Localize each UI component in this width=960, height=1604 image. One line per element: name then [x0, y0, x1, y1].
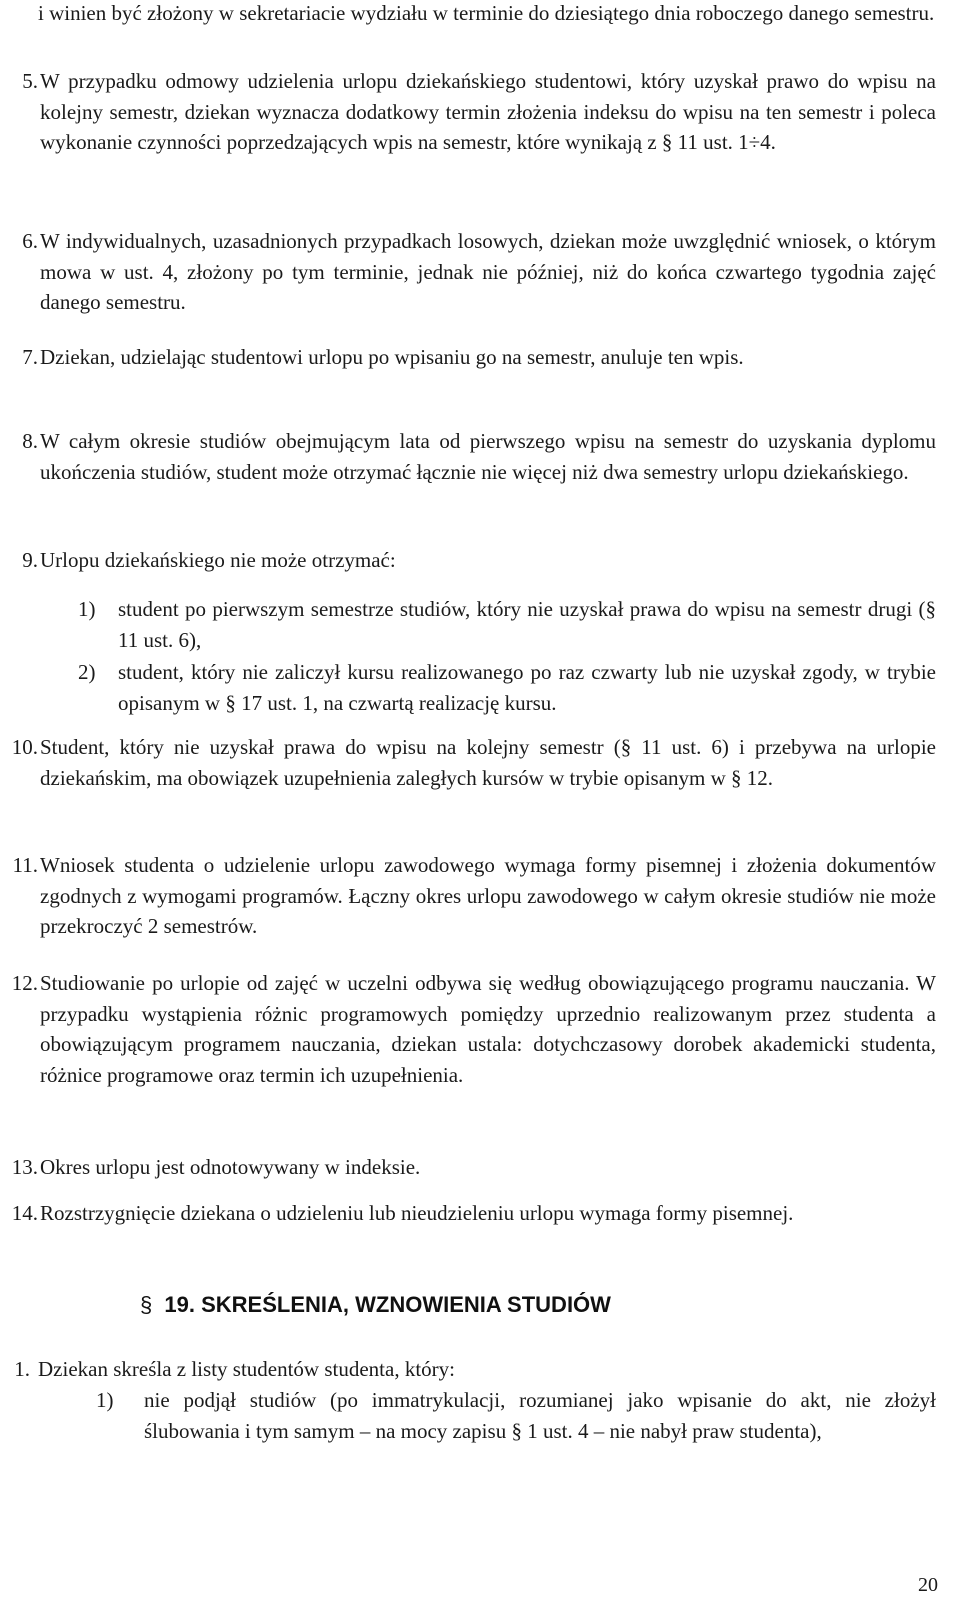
sub-item-text: student po pierwszym semestrze studiów, który nie uzyskał prawa do wpisu na semestr drugi (§ 11 ust. 6), [118, 597, 936, 652]
item-text: W indywidualnych, uzasadnionych przypadkach losowych, dziekan może uwzględnić wniosek, o którym mowa w ust. 4, złożony po tym terminie, jednak nie później, niż do końca czwartego tygodnia zajęć danego semestru. [40, 229, 936, 314]
item-number: 13. [11, 1155, 38, 1179]
item-text: W przypadku odmowy udzielenia urlopu dziekańskiego studentowi, który uzyskał prawo do wpisu na kolejny semestr, dziekan wyznacza dodatkowy termin złożenia indeksu do wpisu na ten semestr i poleca wykonanie czynności poprzedzających wpis na semestr, które wynikają z § 11 ust. 1÷4. [40, 69, 936, 154]
item-number: 6. [22, 229, 38, 253]
page-number: 20 [918, 1574, 938, 1596]
item-text: Urlopu dziekańskiego nie może otrzymać: [40, 548, 396, 572]
item-number: 11. [12, 853, 38, 877]
section-title-text: SKREŚLENIA, WZNOWIENIA STUDIÓW [201, 1292, 611, 1317]
item-text: Dziekan skreśla z listy studentów studenta, który: [38, 1357, 455, 1381]
item-text: Okres urlopu jest odnotowywany w indeksie. [40, 1155, 421, 1179]
item-text: Studiowanie po urlopie od zajęć w uczelni odbywa się według obowiązującego programu nauczania. W przypadku wystąpienia różnic programowych pomiędzy uprzednio realizowanym przez studenta a obowiązującym programem nauczania, dziekan ustala: dotychczasowy dorobek akademicki studenta, różnice programowe oraz termin ich uzupełnienia. [40, 971, 936, 1087]
item-number: 1. [14, 1357, 30, 1381]
item-number: 14. [11, 1201, 38, 1225]
sub-item-number: 2) [78, 660, 96, 684]
item-number: 5. [22, 69, 38, 93]
item-text: Student, który nie uzyskał prawa do wpisu na kolejny semestr (§ 11 ust. 6) i przebywa na urlopie dziekańskim, ma obowiązek uzupełnienia zaległych kursów w trybie opisanym w § 12. [40, 735, 936, 790]
sub-item-text: student, który nie zaliczył kursu realizowanego po raz czwarty lub nie uzyskał zgody, w trybie opisanym w § 17 ust. 1, na czwartą realizację kursu. [118, 660, 936, 715]
sub-item-number: 1) [96, 1388, 114, 1412]
item-text: Wniosek studenta o udzielenie urlopu zawodowego wymaga formy pisemnej i złożenia dokumentów zgodnych z wymogami programów. Łączny okres urlopu zawodowego w całym okresie studiów nie może przekroczyć 2 semestrów. [40, 853, 936, 938]
item-text: Rozstrzygnięcie dziekana o udzieleniu lub nieudzieleniu urlopu wymaga formy pisemnej. [40, 1201, 794, 1225]
section-number: 19. [164, 1292, 195, 1317]
sub-item-text: nie podjął studiów (po immatrykulacji, rozumianej jako wpisanie do akt, nie złożył ślubowania i tym samym – na mocy zapisu § 1 ust. 4 – nie nabył praw studenta), [144, 1388, 936, 1443]
item-number: 7. [22, 345, 38, 369]
item-number: 10. [11, 735, 38, 759]
sub-item-number: 1) [78, 597, 96, 621]
item-text: W całym okresie studiów obejmującym lata od pierwszego wpisu na semestr do uzyskania dyplomu ukończenia studiów, student może otrzymać łącznie nie więcej niż dwa semestry urlopu dziekańskiego. [40, 429, 936, 484]
item-text: Dziekan, udzielając studentowi urlopu po wpisaniu go na semestr, anuluje ten wpis. [40, 345, 744, 369]
section-symbol: § [140, 1292, 153, 1317]
section-heading [140, 1290, 611, 1320]
item-number: 12. [11, 971, 38, 995]
item-number: 9. [22, 548, 38, 572]
continuation-paragraph: i winien być złożony w sekretariacie wydziału w terminie do dziesiątego dnia roboczego danego semestru. [38, 1, 935, 25]
item-number: 8. [22, 429, 38, 453]
